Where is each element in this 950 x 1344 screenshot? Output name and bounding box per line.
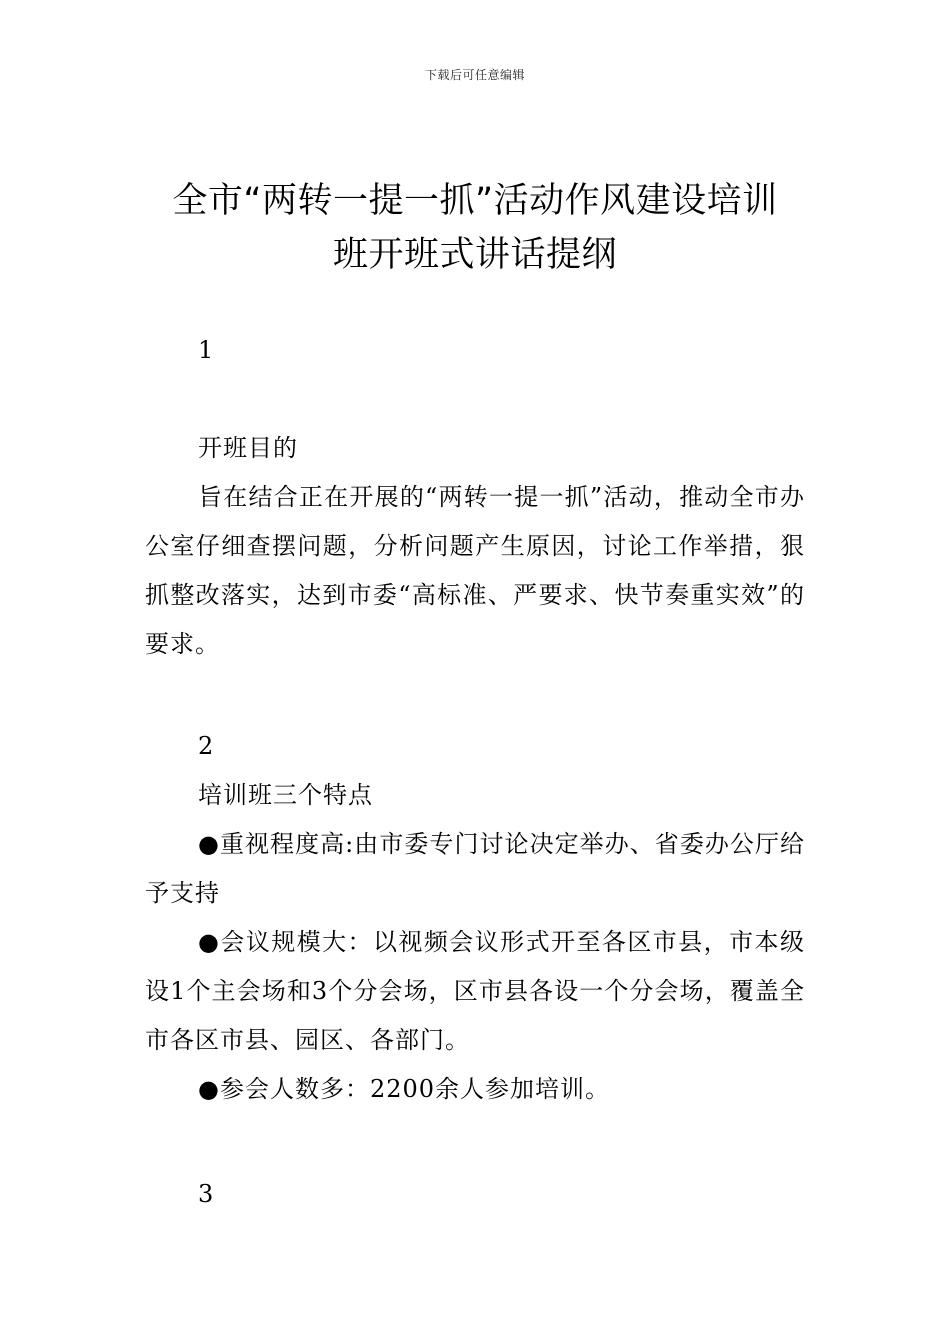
header-note: 下载后可任意编辑 <box>424 68 525 82</box>
section-1-number-block <box>145 326 805 375</box>
section-1-body <box>145 424 805 669</box>
section-number: 3 <box>198 1180 215 1208</box>
section-3-number-block <box>145 1170 805 1219</box>
section-2-body <box>145 722 805 1114</box>
document-title <box>145 174 805 282</box>
section-heading: 开班目的 <box>198 434 298 462</box>
title-line-1: 全市“两转一提一抓”活动作风建设培训 <box>172 181 778 221</box>
bullet-paragraph: ●参会人数多：2200余人参加培训。 <box>198 1075 611 1103</box>
bullet-paragraph: ●会议规模大：以视频会议形式开至各区市县，市本级设1个主会场和3个分会场，区市县各设一个分会场，覆盖全市各区市县、园区、各部门。 <box>145 928 805 1054</box>
section-paragraph: 旨在结合正在开展的“两转一提一抓”活动，推动全市办公室仔细查摆问题，分析问题产生原因，讨论工作举措，狠抓整改落实，达到市委“高标准、严要求、快节奏重实效”的要求。 <box>145 483 805 658</box>
section-number: 1 <box>198 336 215 364</box>
title-line-2: 班开班式讲话提纲 <box>332 235 617 275</box>
section-number: 2 <box>198 732 215 760</box>
bullet-paragraph: ●重视程度高:由市委专门讨论决定举办、省委办公厅给予支持 <box>145 830 805 907</box>
section-heading: 培训班三个特点 <box>198 781 373 809</box>
